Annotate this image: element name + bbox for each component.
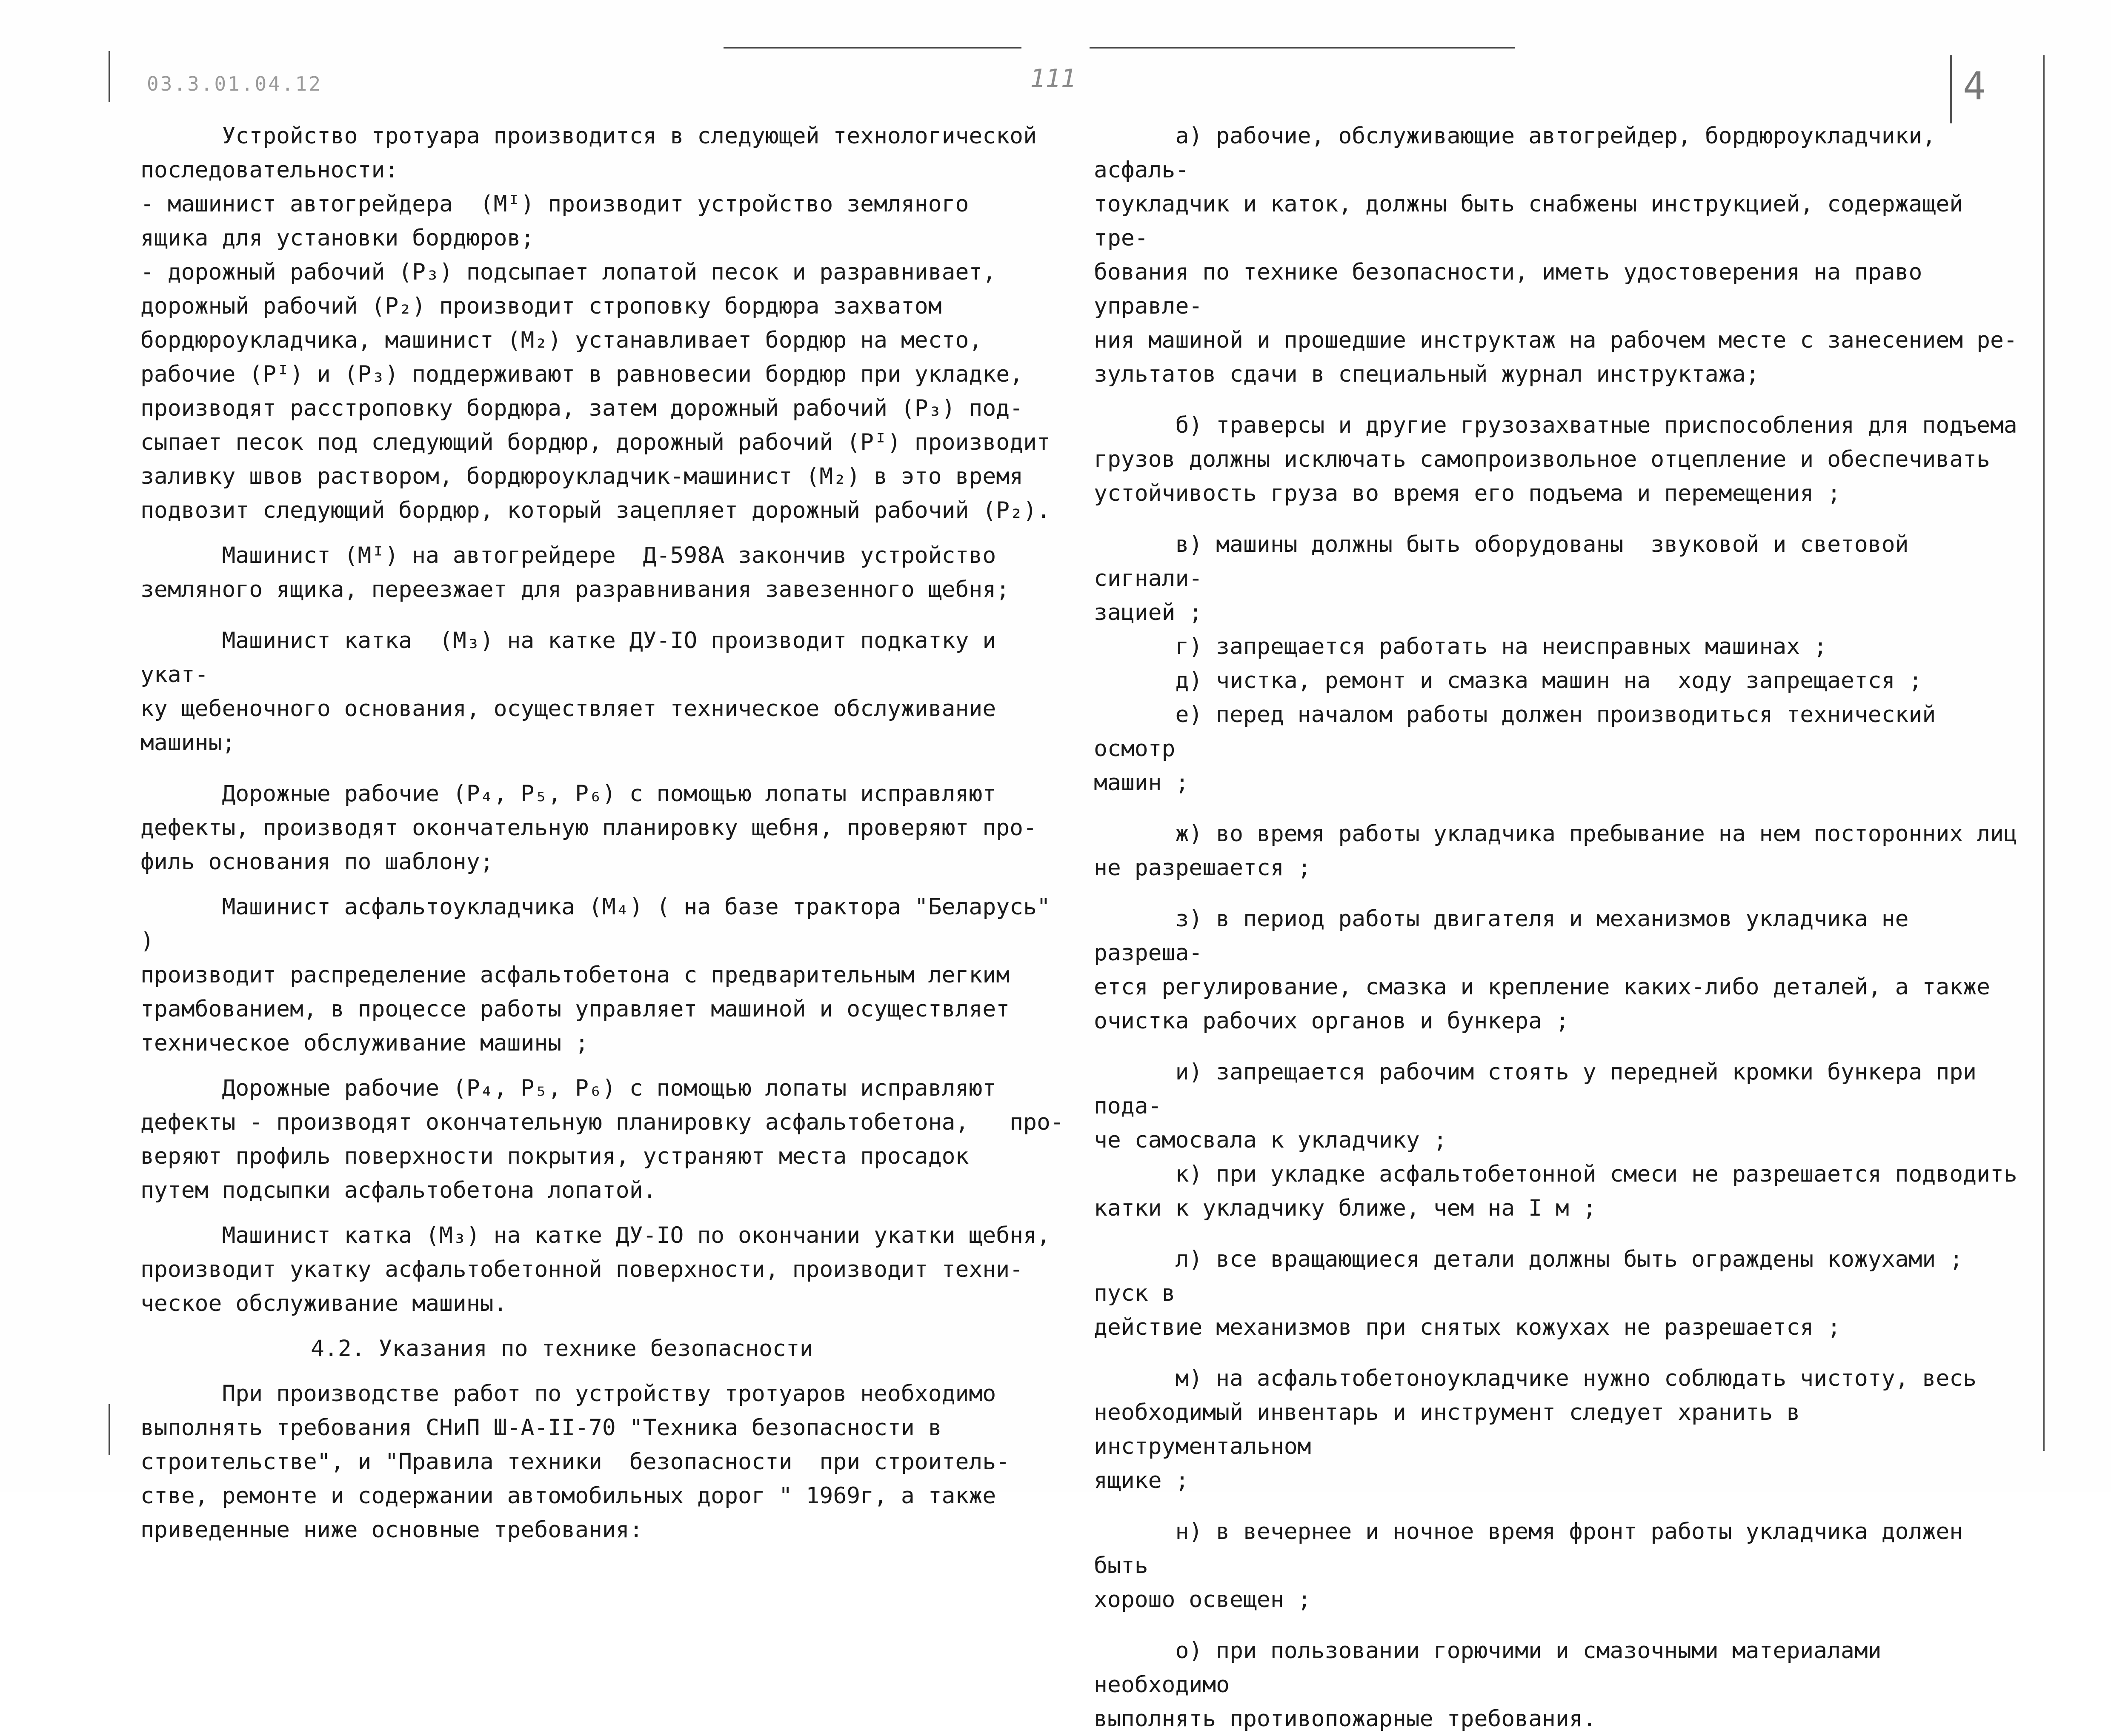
page-number: 111 xyxy=(1030,64,1076,94)
paragraph-road-workers-gravel: Дорожные рабочие (P₄, P₅, P₆) с помощью лопаты исправляют дефекты, производят окончательную планировку щебня, проверяют про- филь основания по шаблону; xyxy=(140,781,1037,875)
safety-item-m: м) на асфальтобетоноукладчике нужно соблюдать чистоту, весь необходимый инвентарь и инструмент следует хранить в инструментальном ящике ; xyxy=(1094,1365,1977,1493)
document-code: 03.3.01.04.12 xyxy=(147,72,323,95)
paragraph-roller-operator: Машинист катка (M₃) на катке ДУ-IO производит подкатку и укат- ку щебеночного основания, осуществляет техническое обслуживание машины; xyxy=(140,628,996,756)
safety-item-i: и) запрещается рабочим стоять у передней кромки бункера при пода- че самосвала к укладчику ; xyxy=(1094,1059,1977,1153)
paragraph-roller-asphalt: Машинист катка (M₃) на катке ДУ-IO по окончании укатки щебня, производит укатку асфальтобетонной поверхности, производит техни- ческое обслуживание машины. xyxy=(140,1222,1050,1316)
safety-item-o: о) при пользовании горючими и смазочными материалами необходимо выполнять противопожарные требования. xyxy=(1094,1638,1882,1732)
section-heading: 4.2. Указания по технике безопасности xyxy=(311,1336,813,1362)
sheet-number: 4 xyxy=(1963,64,1986,108)
paragraph-road-workers-asphalt: Дорожные рабочие (P₄, P₅, P₆) с помощью лопаты исправляют дефекты - производят окончательную планировку асфальтобетона, про- веряют профиль поверхности покрытия, устраняют места просадок путем подсыпки асфальтобетона лопатой. xyxy=(140,1075,1064,1203)
top-rule-left xyxy=(724,47,1021,49)
safety-item-n: н) в вечернее и ночное время фронт работы укладчика должен быть хорошо освещен ; xyxy=(1094,1519,1963,1613)
safety-item-l: л) все вращающиеся детали должны быть ограждены кожухами ; пуск в действие механизмов при снятых кожухах не разрешается ; xyxy=(1094,1246,1963,1340)
paragraph-safety-requirements: При производстве работ по устройству тротуаров необходимо выполнять требования СНиП Ш-А-II-70 "Техника безопасности в строительстве", и "Правила техники безопасности при строитель- стве, ремонте и содержании автомобильных дорог " 1969г, а также приведенные ниже основные требования: xyxy=(140,1381,1010,1543)
safety-item-k: к) при укладке асфальтобетонной смеси не разрешается подводить катки к укладчику ближе, чем на I м ; xyxy=(1094,1161,2017,1221)
safety-item-b: б) траверсы и другие грузозахватные приспособления для подъема грузов должны исключать самопроизвольное отцепление и обеспечивать устойчивость груза во время его подъема и перемещения ; xyxy=(1094,412,2017,506)
right-frame-line xyxy=(2043,55,2045,1451)
safety-item-z: з) в период работы двигателя и механизмов укладчика не разреша- ется регулирование, смазка и крепление каких-либо деталей, а также очистка рабочих органов и бункера ; xyxy=(1094,906,1990,1034)
left-margin-mark xyxy=(109,51,110,102)
safety-item-g: г) запрещается работать на неисправных машинах ; xyxy=(1094,634,1828,660)
safety-item-e: е) перед началом работы должен производиться технический осмотр машин ; xyxy=(1094,702,1936,796)
safety-item-d: д) чистка, ремонт и смазка машин на ходу запрещается ; xyxy=(1094,668,1922,694)
safety-item-zh: ж) во время работы укладчика пребывание на нем посторонних лиц не разрешается ; xyxy=(1094,821,2017,881)
right-column xyxy=(1094,119,2022,1736)
safety-item-v: в) машины должны быть оборудованы звуковой и световой сигнали- зацией ; xyxy=(1094,531,1909,625)
left-column xyxy=(140,119,1068,1547)
paragraph-sequence: Устройство тротуара производится в следующей технологической последовательности: - машинист автогрейдера (Mᴵ) производит устройство земляного ящика для установки бордюров; - дорожный рабочий (P₃) подсыпает лопатой песок и разравнивает, дорожный рабочий (P₂) производит строповку бордюра захватом бордюроукладчика, машинист (M₂) устанавливает бордюр на место, рабочие (Pᴵ) и (P₃) поддерживают в равновесии бордюр при укладке, производят расстроповку бордюра, затем дорожный рабочий (P₃) под- сыпает песок под следующий бордюр, дорожный рабочий (Pᴵ) производит заливку швов раствором, бордюроукладчик-машинист (M₂) в это время подвозит следующий бордюр, который зацепляет дорожный рабочий (P₂). xyxy=(140,123,1050,523)
stamp-frame-line xyxy=(1950,55,1952,123)
top-rule-right xyxy=(1090,47,1515,49)
safety-item-a: а) рабочие, обслуживающие автогрейдер, бордюроукладчики, асфаль- тоукладчик и каток, должны быть снабжены инструкцией, содержащей тре- бования по технике безопасности, иметь удостоверения на право управле- ния машиной и прошедшие инструктаж на рабочем месте с занесением ре- зультатов сдачи в специальный журнал инструктажа; xyxy=(1094,123,2017,387)
left-margin-mark-lower xyxy=(109,1404,110,1455)
paragraph-grader-operator: Машинист (Mᴵ) на автогрейдере Д-598А закончив устройство земляного ящика, переезжает для разравнивания завезенного щебня; xyxy=(140,542,1010,602)
paragraph-paver-operator: Машинист асфальтоукладчика (M₄) ( на базе трактора "Беларусь" ) производит распределение асфальтобетона с предварительным легким трамбованием, в процессе работы управляет машиной и осуществляет техническое обслуживание машины ; xyxy=(140,894,1050,1056)
